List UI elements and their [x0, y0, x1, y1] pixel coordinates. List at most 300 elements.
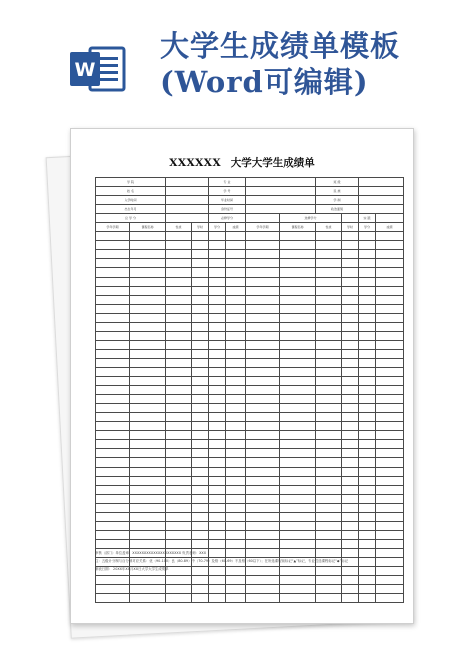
grade-cell[interactable] [342, 259, 359, 268]
grade-cell[interactable] [316, 503, 342, 512]
grade-cell[interactable] [316, 440, 342, 449]
grade-cell[interactable] [192, 340, 209, 349]
grade-cell[interactable] [166, 340, 192, 349]
grade-cell[interactable] [342, 539, 359, 548]
grade-cell[interactable] [209, 404, 226, 413]
grade-cell[interactable] [209, 576, 226, 585]
grade-cell[interactable] [209, 268, 226, 277]
grade-cell[interactable] [96, 286, 130, 295]
grade-cell[interactable] [376, 521, 404, 530]
grade-cell[interactable] [130, 440, 166, 449]
grade-cell[interactable] [359, 340, 376, 349]
grade-cell[interactable] [376, 340, 404, 349]
grade-cell[interactable] [246, 395, 280, 404]
grade-cell[interactable] [166, 576, 192, 585]
grade-cell[interactable] [192, 349, 209, 358]
grade-cell[interactable] [359, 404, 376, 413]
grade-cell[interactable] [376, 594, 404, 603]
grade-cell[interactable] [96, 322, 130, 331]
grade-cell[interactable] [280, 367, 316, 376]
grade-cell[interactable] [226, 594, 246, 603]
grade-cell[interactable] [376, 386, 404, 395]
grade-cell[interactable] [226, 413, 246, 422]
grade-cell[interactable] [316, 576, 342, 585]
grade-cell[interactable] [246, 250, 280, 259]
grade-cell[interactable] [209, 458, 226, 467]
grade-cell[interactable] [192, 539, 209, 548]
grade-cell[interactable] [376, 576, 404, 585]
grade-cell[interactable] [166, 467, 192, 476]
grade-cell[interactable] [192, 422, 209, 431]
grade-cell[interactable] [130, 585, 166, 594]
grade-cell[interactable] [246, 503, 280, 512]
grade-cell[interactable] [130, 467, 166, 476]
grade-cell[interactable] [316, 304, 342, 313]
grade-cell[interactable] [166, 331, 192, 340]
grade-cell[interactable] [359, 431, 376, 440]
grade-cell[interactable] [226, 485, 246, 494]
grade-cell[interactable] [209, 395, 226, 404]
grade-cell[interactable] [376, 476, 404, 485]
grade-cell[interactable] [192, 404, 209, 413]
grade-cell[interactable] [130, 331, 166, 340]
grade-cell[interactable] [209, 313, 226, 322]
grade-cell[interactable] [342, 241, 359, 250]
grade-cell[interactable] [130, 232, 166, 241]
grade-cell[interactable] [280, 358, 316, 367]
grade-cell[interactable] [192, 431, 209, 440]
grade-cell[interactable] [280, 521, 316, 530]
grade-cell[interactable] [316, 413, 342, 422]
grade-cell[interactable] [130, 594, 166, 603]
grade-cell[interactable] [280, 286, 316, 295]
grade-cell[interactable] [280, 295, 316, 304]
grade-cell[interactable] [166, 585, 192, 594]
grade-cell[interactable] [166, 377, 192, 386]
grade-cell[interactable] [359, 358, 376, 367]
grade-cell[interactable] [96, 349, 130, 358]
grade-cell[interactable] [192, 377, 209, 386]
grade-cell[interactable] [166, 440, 192, 449]
grade-cell[interactable] [192, 241, 209, 250]
grade-cell[interactable] [342, 349, 359, 358]
grade-cell[interactable] [226, 259, 246, 268]
grade-cell[interactable] [359, 576, 376, 585]
grade-cell[interactable] [96, 295, 130, 304]
grade-cell[interactable] [209, 241, 226, 250]
grade-cell[interactable] [280, 449, 316, 458]
grade-cell[interactable] [280, 377, 316, 386]
grade-cell[interactable] [130, 539, 166, 548]
grade-cell[interactable] [166, 286, 192, 295]
grade-cell[interactable] [359, 232, 376, 241]
grade-cell[interactable] [226, 458, 246, 467]
grade-cell[interactable] [280, 530, 316, 539]
grade-cell[interactable] [316, 349, 342, 358]
grade-cell[interactable] [342, 503, 359, 512]
grade-cell[interactable] [209, 530, 226, 539]
grade-cell[interactable] [192, 259, 209, 268]
grade-cell[interactable] [342, 585, 359, 594]
grade-cell[interactable] [316, 367, 342, 376]
grade-cell[interactable] [96, 422, 130, 431]
grade-cell[interactable] [342, 458, 359, 467]
grade-cell[interactable] [280, 322, 316, 331]
grade-cell[interactable] [226, 467, 246, 476]
grade-cell[interactable] [246, 313, 280, 322]
grade-cell[interactable] [166, 539, 192, 548]
grade-cell[interactable] [316, 250, 342, 259]
grade-cell[interactable] [96, 377, 130, 386]
grade-cell[interactable] [246, 322, 280, 331]
grade-cell[interactable] [130, 494, 166, 503]
grade-cell[interactable] [166, 449, 192, 458]
grade-cell[interactable] [192, 467, 209, 476]
grade-cell[interactable] [376, 268, 404, 277]
grade-cell[interactable] [192, 358, 209, 367]
grade-cell[interactable] [226, 386, 246, 395]
grade-cell[interactable] [316, 458, 342, 467]
grade-cell[interactable] [376, 367, 404, 376]
grade-cell[interactable] [192, 440, 209, 449]
grade-cell[interactable] [96, 232, 130, 241]
grade-cell[interactable] [359, 521, 376, 530]
grade-cell[interactable] [376, 322, 404, 331]
grade-cell[interactable] [359, 594, 376, 603]
grade-cell[interactable] [209, 340, 226, 349]
grade-cell[interactable] [166, 295, 192, 304]
grade-cell[interactable] [376, 440, 404, 449]
grade-cell[interactable] [280, 494, 316, 503]
grade-cell[interactable] [166, 422, 192, 431]
grade-cell[interactable] [359, 322, 376, 331]
grade-cell[interactable] [280, 440, 316, 449]
grade-cell[interactable] [316, 286, 342, 295]
grade-cell[interactable] [359, 512, 376, 521]
grade-cell[interactable] [246, 367, 280, 376]
grade-cell[interactable] [246, 539, 280, 548]
grade-cell[interactable] [342, 232, 359, 241]
grade-cell[interactable] [342, 422, 359, 431]
grade-cell[interactable] [359, 413, 376, 422]
grade-cell[interactable] [376, 259, 404, 268]
grade-cell[interactable] [359, 313, 376, 322]
grade-cell[interactable] [316, 521, 342, 530]
grade-cell[interactable] [192, 503, 209, 512]
grade-cell[interactable] [192, 395, 209, 404]
grade-cell[interactable] [209, 539, 226, 548]
grade-cell[interactable] [130, 458, 166, 467]
grade-cell[interactable] [246, 458, 280, 467]
grade-cell[interactable] [376, 539, 404, 548]
grade-cell[interactable] [359, 458, 376, 467]
grade-cell[interactable] [246, 467, 280, 476]
grade-cell[interactable] [192, 331, 209, 340]
grade-cell[interactable] [359, 304, 376, 313]
grade-cell[interactable] [130, 422, 166, 431]
grade-cell[interactable] [226, 250, 246, 259]
grade-cell[interactable] [96, 503, 130, 512]
grade-cell[interactable] [280, 395, 316, 404]
grade-cell[interactable] [376, 241, 404, 250]
grade-cell[interactable] [342, 277, 359, 286]
grade-cell[interactable] [376, 431, 404, 440]
grade-cell[interactable] [96, 576, 130, 585]
grade-cell[interactable] [359, 367, 376, 376]
grade-cell[interactable] [246, 485, 280, 494]
grade-cell[interactable] [96, 585, 130, 594]
grade-cell[interactable] [376, 494, 404, 503]
grade-cell[interactable] [376, 331, 404, 340]
grade-cell[interactable] [359, 277, 376, 286]
grade-cell[interactable] [130, 449, 166, 458]
grade-cell[interactable] [166, 313, 192, 322]
grade-cell[interactable] [376, 395, 404, 404]
grade-cell[interactable] [359, 331, 376, 340]
grade-cell[interactable] [280, 313, 316, 322]
grade-cell[interactable] [96, 241, 130, 250]
grade-cell[interactable] [280, 277, 316, 286]
grade-cell[interactable] [342, 367, 359, 376]
grade-cell[interactable] [209, 594, 226, 603]
grade-cell[interactable] [166, 250, 192, 259]
grade-cell[interactable] [316, 404, 342, 413]
grade-cell[interactable] [192, 386, 209, 395]
grade-cell[interactable] [246, 358, 280, 367]
grade-cell[interactable] [342, 440, 359, 449]
grade-cell[interactable] [316, 331, 342, 340]
grade-cell[interactable] [280, 241, 316, 250]
grade-cell[interactable] [209, 232, 226, 241]
grade-cell[interactable] [209, 521, 226, 530]
grade-cell[interactable] [226, 395, 246, 404]
grade-cell[interactable] [192, 250, 209, 259]
grade-cell[interactable] [130, 259, 166, 268]
grade-cell[interactable] [376, 304, 404, 313]
grade-cell[interactable] [166, 503, 192, 512]
grade-cell[interactable] [209, 422, 226, 431]
grade-cell[interactable] [316, 485, 342, 494]
grade-cell[interactable] [226, 576, 246, 585]
grade-cell[interactable] [96, 367, 130, 376]
grade-cell[interactable] [246, 449, 280, 458]
grade-cell[interactable] [130, 322, 166, 331]
grade-cell[interactable] [280, 413, 316, 422]
grade-cell[interactable] [316, 322, 342, 331]
grade-cell[interactable] [280, 476, 316, 485]
grade-cell[interactable] [280, 268, 316, 277]
grade-cell[interactable] [166, 358, 192, 367]
grade-cell[interactable] [359, 295, 376, 304]
grade-cell[interactable] [130, 386, 166, 395]
grade-cell[interactable] [226, 449, 246, 458]
grade-cell[interactable] [246, 413, 280, 422]
grade-cell[interactable] [226, 404, 246, 413]
grade-cell[interactable] [209, 286, 226, 295]
grade-cell[interactable] [246, 340, 280, 349]
grade-cell[interactable] [96, 521, 130, 530]
grade-cell[interactable] [96, 530, 130, 539]
grade-cell[interactable] [359, 386, 376, 395]
grade-cell[interactable] [166, 594, 192, 603]
grade-cell[interactable] [376, 413, 404, 422]
grade-cell[interactable] [130, 512, 166, 521]
grade-cell[interactable] [192, 458, 209, 467]
grade-cell[interactable] [130, 395, 166, 404]
grade-cell[interactable] [209, 440, 226, 449]
grade-cell[interactable] [130, 313, 166, 322]
grade-cell[interactable] [342, 576, 359, 585]
grade-cell[interactable] [359, 250, 376, 259]
grade-cell[interactable] [96, 386, 130, 395]
grade-cell[interactable] [192, 322, 209, 331]
grade-cell[interactable] [246, 431, 280, 440]
grade-cell[interactable] [359, 377, 376, 386]
grade-cell[interactable] [192, 232, 209, 241]
grade-cell[interactable] [359, 259, 376, 268]
grade-cell[interactable] [359, 349, 376, 358]
grade-cell[interactable] [130, 503, 166, 512]
grade-cell[interactable] [376, 286, 404, 295]
grade-cell[interactable] [226, 304, 246, 313]
grade-cell[interactable] [359, 485, 376, 494]
grade-cell[interactable] [226, 476, 246, 485]
grade-cell[interactable] [280, 503, 316, 512]
grade-cell[interactable] [342, 413, 359, 422]
grade-cell[interactable] [246, 422, 280, 431]
grade-cell[interactable] [316, 377, 342, 386]
grade-cell[interactable] [192, 277, 209, 286]
grade-cell[interactable] [226, 440, 246, 449]
grade-cell[interactable] [316, 358, 342, 367]
grade-cell[interactable] [166, 521, 192, 530]
grade-cell[interactable] [342, 377, 359, 386]
grade-cell[interactable] [246, 331, 280, 340]
grade-cell[interactable] [226, 349, 246, 358]
grade-cell[interactable] [246, 594, 280, 603]
grade-cell[interactable] [316, 232, 342, 241]
grade-cell[interactable] [246, 377, 280, 386]
grade-cell[interactable] [130, 295, 166, 304]
grade-cell[interactable] [209, 467, 226, 476]
grade-cell[interactable] [226, 232, 246, 241]
grade-cell[interactable] [342, 268, 359, 277]
grade-cell[interactable] [376, 404, 404, 413]
grade-cell[interactable] [226, 340, 246, 349]
grade-cell[interactable] [280, 386, 316, 395]
grade-cell[interactable] [209, 413, 226, 422]
grade-cell[interactable] [130, 476, 166, 485]
grade-cell[interactable] [376, 449, 404, 458]
grade-cell[interactable] [246, 277, 280, 286]
grade-cell[interactable] [376, 377, 404, 386]
grade-cell[interactable] [376, 485, 404, 494]
grade-cell[interactable] [359, 530, 376, 539]
grade-cell[interactable] [166, 241, 192, 250]
grade-cell[interactable] [166, 413, 192, 422]
grade-cell[interactable] [96, 494, 130, 503]
grade-cell[interactable] [192, 476, 209, 485]
grade-cell[interactable] [226, 431, 246, 440]
grade-cell[interactable] [342, 530, 359, 539]
grade-cell[interactable] [130, 413, 166, 422]
grade-cell[interactable] [166, 386, 192, 395]
grade-cell[interactable] [166, 476, 192, 485]
grade-cell[interactable] [246, 404, 280, 413]
grade-cell[interactable] [209, 449, 226, 458]
grade-cell[interactable] [359, 440, 376, 449]
grade-cell[interactable] [96, 458, 130, 467]
grade-cell[interactable] [280, 232, 316, 241]
grade-cell[interactable] [316, 340, 342, 349]
grade-cell[interactable] [96, 340, 130, 349]
grade-cell[interactable] [192, 268, 209, 277]
grade-cell[interactable] [342, 313, 359, 322]
grade-cell[interactable] [280, 576, 316, 585]
grade-cell[interactable] [280, 431, 316, 440]
grade-cell[interactable] [280, 259, 316, 268]
grade-cell[interactable] [316, 431, 342, 440]
grade-cell[interactable] [96, 440, 130, 449]
grade-cell[interactable] [376, 250, 404, 259]
grade-cell[interactable] [96, 250, 130, 259]
grade-cell[interactable] [192, 367, 209, 376]
grade-cell[interactable] [96, 404, 130, 413]
grade-cell[interactable] [246, 241, 280, 250]
grade-cell[interactable] [192, 295, 209, 304]
grade-cell[interactable] [130, 530, 166, 539]
grade-cell[interactable] [359, 286, 376, 295]
grade-cell[interactable] [280, 304, 316, 313]
grade-cell[interactable] [359, 422, 376, 431]
grade-cell[interactable] [359, 539, 376, 548]
grade-cell[interactable] [192, 576, 209, 585]
grade-cell[interactable] [359, 395, 376, 404]
grade-cell[interactable] [342, 431, 359, 440]
grade-cell[interactable] [96, 304, 130, 313]
grade-cell[interactable] [316, 476, 342, 485]
grade-cell[interactable] [130, 340, 166, 349]
grade-cell[interactable] [316, 494, 342, 503]
grade-cell[interactable] [359, 476, 376, 485]
grade-cell[interactable] [130, 404, 166, 413]
grade-cell[interactable] [376, 277, 404, 286]
grade-cell[interactable] [342, 449, 359, 458]
grade-cell[interactable] [246, 259, 280, 268]
grade-cell[interactable] [342, 340, 359, 349]
grade-cell[interactable] [209, 304, 226, 313]
grade-cell[interactable] [96, 413, 130, 422]
grade-cell[interactable] [342, 521, 359, 530]
grade-cell[interactable] [359, 241, 376, 250]
grade-cell[interactable] [166, 485, 192, 494]
grade-cell[interactable] [246, 530, 280, 539]
grade-cell[interactable] [209, 367, 226, 376]
grade-cell[interactable] [246, 576, 280, 585]
grade-cell[interactable] [246, 585, 280, 594]
grade-cell[interactable] [280, 349, 316, 358]
grade-cell[interactable] [96, 277, 130, 286]
grade-cell[interactable] [342, 512, 359, 521]
grade-cell[interactable] [96, 313, 130, 322]
grade-cell[interactable] [376, 232, 404, 241]
grade-cell[interactable] [280, 458, 316, 467]
grade-cell[interactable] [359, 585, 376, 594]
grade-cell[interactable] [316, 295, 342, 304]
grade-cell[interactable] [280, 485, 316, 494]
grade-cell[interactable] [96, 467, 130, 476]
grade-cell[interactable] [226, 268, 246, 277]
